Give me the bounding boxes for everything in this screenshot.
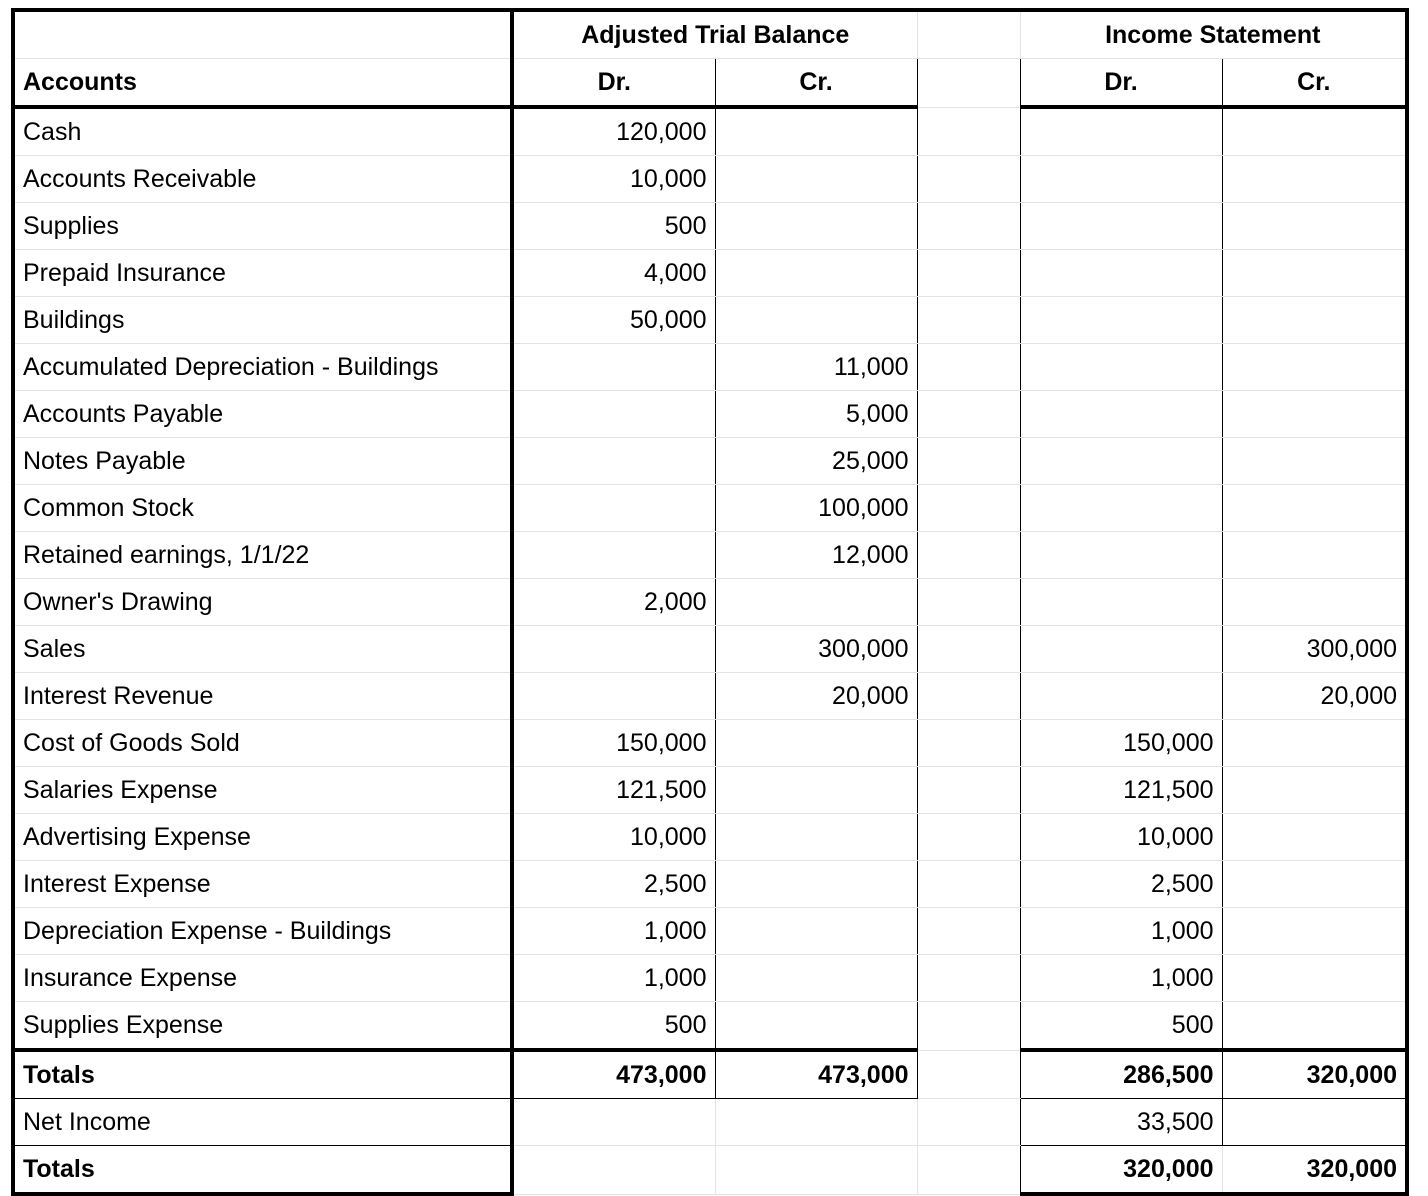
- cell-gap-3: [917, 203, 1020, 250]
- cell-gap-20: [917, 1002, 1020, 1051]
- cell-is-dr-20[interactable]: 500: [1020, 1002, 1222, 1051]
- cell-atb-cr-3[interactable]: [715, 203, 917, 250]
- cell-atb-dr-15[interactable]: 121,500: [512, 767, 715, 814]
- cell-atb-dr-14[interactable]: 150,000: [512, 720, 715, 767]
- cell-atb-cr-8[interactable]: 25,000: [715, 438, 917, 485]
- table-row: [13, 579, 1407, 626]
- cell-atb-dr-16[interactable]: 10,000: [512, 814, 715, 861]
- cell-is-dr-2[interactable]: [1020, 156, 1222, 203]
- table-row: [13, 955, 1407, 1002]
- cell-atb-cr-12[interactable]: 300,000: [715, 626, 917, 673]
- header-accounts-spacer: [13, 10, 512, 59]
- table-row: [13, 814, 1407, 861]
- cell-is-dr-6[interactable]: [1020, 344, 1222, 391]
- cell-account-14[interactable]: Cost of Goods Sold: [13, 720, 512, 767]
- table-row: [13, 908, 1407, 955]
- header-atb-dr: Dr.: [512, 59, 715, 108]
- cell-is-dr-13[interactable]: [1020, 673, 1222, 720]
- cell-gap-1: [917, 107, 1020, 156]
- cell-gap-7: [917, 391, 1020, 438]
- cell-atb-dr-12[interactable]: [512, 626, 715, 673]
- cell-atb-dr-11[interactable]: 2,000: [512, 579, 715, 626]
- table-row: [13, 297, 1407, 344]
- totals-is-cr-1[interactable]: 320,000: [1222, 1050, 1407, 1099]
- totals-gap-1: [917, 1050, 1020, 1099]
- gap-cell-drcr: [917, 59, 1020, 108]
- cell-atb-dr-1[interactable]: 120,000: [512, 107, 715, 156]
- cell-is-dr-17[interactable]: 2,500: [1020, 861, 1222, 908]
- cell-gap-11: [917, 579, 1020, 626]
- cell-atb-dr-18[interactable]: 1,000: [512, 908, 715, 955]
- cell-atb-cr-10[interactable]: 12,000: [715, 532, 917, 579]
- cell-atb-dr-8[interactable]: [512, 438, 715, 485]
- cell-atb-dr-3[interactable]: 500: [512, 203, 715, 250]
- cell-is-cr-18[interactable]: [1222, 908, 1407, 955]
- cell-account-10[interactable]: Retained earnings, 1/1/22: [13, 532, 512, 579]
- cell-account-20[interactable]: Supplies Expense: [13, 1002, 512, 1051]
- table-row: [13, 344, 1407, 391]
- header-is-dr: Dr.: [1020, 59, 1222, 108]
- net-income-atb-dr-1[interactable]: [512, 1099, 715, 1146]
- cell-is-cr-17[interactable]: [1222, 861, 1407, 908]
- table-row: [13, 156, 1407, 203]
- cell-atb-dr-20[interactable]: 500: [512, 1002, 715, 1051]
- header-drcr-row: [13, 59, 1407, 108]
- cell-account-1[interactable]: Cash: [13, 107, 512, 156]
- cell-gap-14: [917, 720, 1020, 767]
- cell-atb-cr-1[interactable]: [715, 107, 917, 156]
- cell-is-cr-19[interactable]: [1222, 955, 1407, 1002]
- cell-is-cr-12[interactable]: 300,000: [1222, 626, 1407, 673]
- header-accounts-label: Accounts: [13, 59, 512, 108]
- cell-account-11[interactable]: Owner's Drawing: [13, 579, 512, 626]
- header-gap-cell: [917, 10, 1020, 59]
- cell-account-19[interactable]: Insurance Expense: [13, 955, 512, 1002]
- cell-is-cr-15[interactable]: [1222, 767, 1407, 814]
- table-row: [13, 720, 1407, 767]
- final-totals-account-1[interactable]: Totals: [13, 1146, 512, 1195]
- cell-is-dr-1[interactable]: [1020, 107, 1222, 156]
- cell-is-cr-3[interactable]: [1222, 203, 1407, 250]
- cell-atb-cr-19[interactable]: [715, 955, 917, 1002]
- totals-atb-dr-1[interactable]: 473,000: [512, 1050, 715, 1099]
- cell-account-15[interactable]: Salaries Expense: [13, 767, 512, 814]
- cell-atb-cr-17[interactable]: [715, 861, 917, 908]
- cell-is-dr-7[interactable]: [1020, 391, 1222, 438]
- cell-account-12[interactable]: Sales: [13, 626, 512, 673]
- net-income-is-cr-1[interactable]: [1222, 1099, 1407, 1146]
- table-row: [13, 485, 1407, 532]
- cell-gap-4: [917, 250, 1020, 297]
- cell-is-dr-15[interactable]: 121,500: [1020, 767, 1222, 814]
- cell-atb-dr-5[interactable]: 50,000: [512, 297, 715, 344]
- cell-gap-2: [917, 156, 1020, 203]
- cell-is-cr-16[interactable]: [1222, 814, 1407, 861]
- cell-account-2[interactable]: Accounts Receivable: [13, 156, 512, 203]
- net-income-gap-1: [917, 1099, 1020, 1146]
- cell-atb-dr-17[interactable]: 2,500: [512, 861, 715, 908]
- cell-atb-cr-9[interactable]: 100,000: [715, 485, 917, 532]
- totals-atb-cr-1[interactable]: 473,000: [715, 1050, 917, 1099]
- cell-gap-16: [917, 814, 1020, 861]
- final-totals-atb-dr-1[interactable]: [512, 1146, 715, 1195]
- header-atb-cr: Cr.: [715, 59, 917, 108]
- header-is-cr: Cr.: [1222, 59, 1407, 108]
- cell-account-17[interactable]: Interest Expense: [13, 861, 512, 908]
- cell-gap-19: [917, 955, 1020, 1002]
- cell-account-9[interactable]: Common Stock: [13, 485, 512, 532]
- cell-is-cr-11[interactable]: [1222, 579, 1407, 626]
- cell-is-cr-1[interactable]: [1222, 107, 1407, 156]
- cell-is-dr-5[interactable]: [1020, 297, 1222, 344]
- cell-account-13[interactable]: Interest Revenue: [13, 673, 512, 720]
- cell-is-dr-11[interactable]: [1020, 579, 1222, 626]
- header-group-row: [13, 10, 1407, 59]
- cell-atb-cr-11[interactable]: [715, 579, 917, 626]
- cell-atb-dr-6[interactable]: [512, 344, 715, 391]
- cell-is-cr-13[interactable]: 20,000: [1222, 673, 1407, 720]
- cell-atb-cr-4[interactable]: [715, 250, 917, 297]
- net-income-atb-cr-1[interactable]: [715, 1099, 917, 1146]
- totals-is-dr-1[interactable]: 286,500: [1020, 1050, 1222, 1099]
- cell-atb-cr-16[interactable]: [715, 814, 917, 861]
- cell-atb-cr-6[interactable]: 11,000: [715, 344, 917, 391]
- cell-is-dr-16[interactable]: 10,000: [1020, 814, 1222, 861]
- table-row: [13, 107, 1407, 156]
- cell-is-dr-10[interactable]: [1020, 532, 1222, 579]
- cell-is-cr-9[interactable]: [1222, 485, 1407, 532]
- cell-atb-cr-5[interactable]: [715, 297, 917, 344]
- cell-atb-cr-18[interactable]: [715, 908, 917, 955]
- cell-atb-cr-14[interactable]: [715, 720, 917, 767]
- table-row: [13, 1002, 1407, 1051]
- cell-gap-6: [917, 344, 1020, 391]
- cell-is-dr-9[interactable]: [1020, 485, 1222, 532]
- cell-atb-cr-13[interactable]: 20,000: [715, 673, 917, 720]
- cell-is-dr-8[interactable]: [1020, 438, 1222, 485]
- totals-account-1[interactable]: Totals: [13, 1050, 512, 1099]
- cell-atb-dr-10[interactable]: [512, 532, 715, 579]
- cell-gap-10: [917, 532, 1020, 579]
- cell-is-cr-8[interactable]: [1222, 438, 1407, 485]
- cell-atb-dr-7[interactable]: [512, 391, 715, 438]
- cell-account-6[interactable]: Accumulated Depreciation - Buildings: [13, 344, 512, 391]
- table-row: [13, 391, 1407, 438]
- cell-gap-13: [917, 673, 1020, 720]
- cell-atb-cr-15[interactable]: [715, 767, 917, 814]
- cell-is-cr-6[interactable]: [1222, 344, 1407, 391]
- cell-is-dr-4[interactable]: [1020, 250, 1222, 297]
- cell-account-8[interactable]: Notes Payable: [13, 438, 512, 485]
- final-totals-is-dr-1[interactable]: 320,000: [1020, 1146, 1222, 1195]
- cell-is-dr-12[interactable]: [1020, 626, 1222, 673]
- cell-is-cr-7[interactable]: [1222, 391, 1407, 438]
- cell-account-3[interactable]: Supplies: [13, 203, 512, 250]
- cell-is-dr-18[interactable]: 1,000: [1020, 908, 1222, 955]
- cell-atb-dr-4[interactable]: 4,000: [512, 250, 715, 297]
- net-income-is-dr-1[interactable]: 33,500: [1020, 1099, 1222, 1146]
- header-group-adjusted-trial-balance: Adjusted Trial Balance: [512, 10, 917, 59]
- table-row: [13, 626, 1407, 673]
- cell-atb-dr-13[interactable]: [512, 673, 715, 720]
- net-income-row: [13, 1099, 1407, 1146]
- cell-is-cr-20[interactable]: [1222, 1002, 1407, 1051]
- accounting-worksheet-table: [11, 8, 1409, 1196]
- header-group-income-statement: Income Statement: [1020, 10, 1407, 59]
- cell-atb-cr-2[interactable]: [715, 156, 917, 203]
- cell-is-cr-10[interactable]: [1222, 532, 1407, 579]
- table-row: [13, 532, 1407, 579]
- table-row: [13, 203, 1407, 250]
- cell-is-dr-19[interactable]: 1,000: [1020, 955, 1222, 1002]
- cell-is-dr-14[interactable]: 150,000: [1020, 720, 1222, 767]
- cell-is-cr-14[interactable]: [1222, 720, 1407, 767]
- cell-gap-12: [917, 626, 1020, 673]
- cell-account-5[interactable]: Buildings: [13, 297, 512, 344]
- cell-atb-cr-20[interactable]: [715, 1002, 917, 1051]
- cell-atb-dr-19[interactable]: 1,000: [512, 955, 715, 1002]
- table-row: [13, 250, 1407, 297]
- cell-gap-9: [917, 485, 1020, 532]
- cell-gap-5: [917, 297, 1020, 344]
- table-row: [13, 767, 1407, 814]
- cell-account-18[interactable]: Depreciation Expense - Buildings: [13, 908, 512, 955]
- cell-atb-dr-2[interactable]: 10,000: [512, 156, 715, 203]
- cell-account-7[interactable]: Accounts Payable: [13, 391, 512, 438]
- final-totals-gap-1: [917, 1146, 1020, 1195]
- cell-account-16[interactable]: Advertising Expense: [13, 814, 512, 861]
- cell-is-dr-3[interactable]: [1020, 203, 1222, 250]
- net-income-account-1[interactable]: Net Income: [13, 1099, 512, 1146]
- totals-row: [13, 1050, 1407, 1099]
- cell-is-cr-4[interactable]: [1222, 250, 1407, 297]
- cell-gap-17: [917, 861, 1020, 908]
- cell-atb-dr-9[interactable]: [512, 485, 715, 532]
- final-totals-row: [13, 1146, 1407, 1195]
- cell-is-cr-2[interactable]: [1222, 156, 1407, 203]
- cell-atb-cr-7[interactable]: 5,000: [715, 391, 917, 438]
- cell-gap-8: [917, 438, 1020, 485]
- final-totals-atb-cr-1[interactable]: [715, 1146, 917, 1195]
- cell-gap-15: [917, 767, 1020, 814]
- cell-gap-18: [917, 908, 1020, 955]
- table-row: [13, 673, 1407, 720]
- cell-account-4[interactable]: Prepaid Insurance: [13, 250, 512, 297]
- final-totals-is-cr-1[interactable]: 320,000: [1222, 1146, 1407, 1195]
- table-row: [13, 438, 1407, 485]
- cell-is-cr-5[interactable]: [1222, 297, 1407, 344]
- table-row: [13, 861, 1407, 908]
